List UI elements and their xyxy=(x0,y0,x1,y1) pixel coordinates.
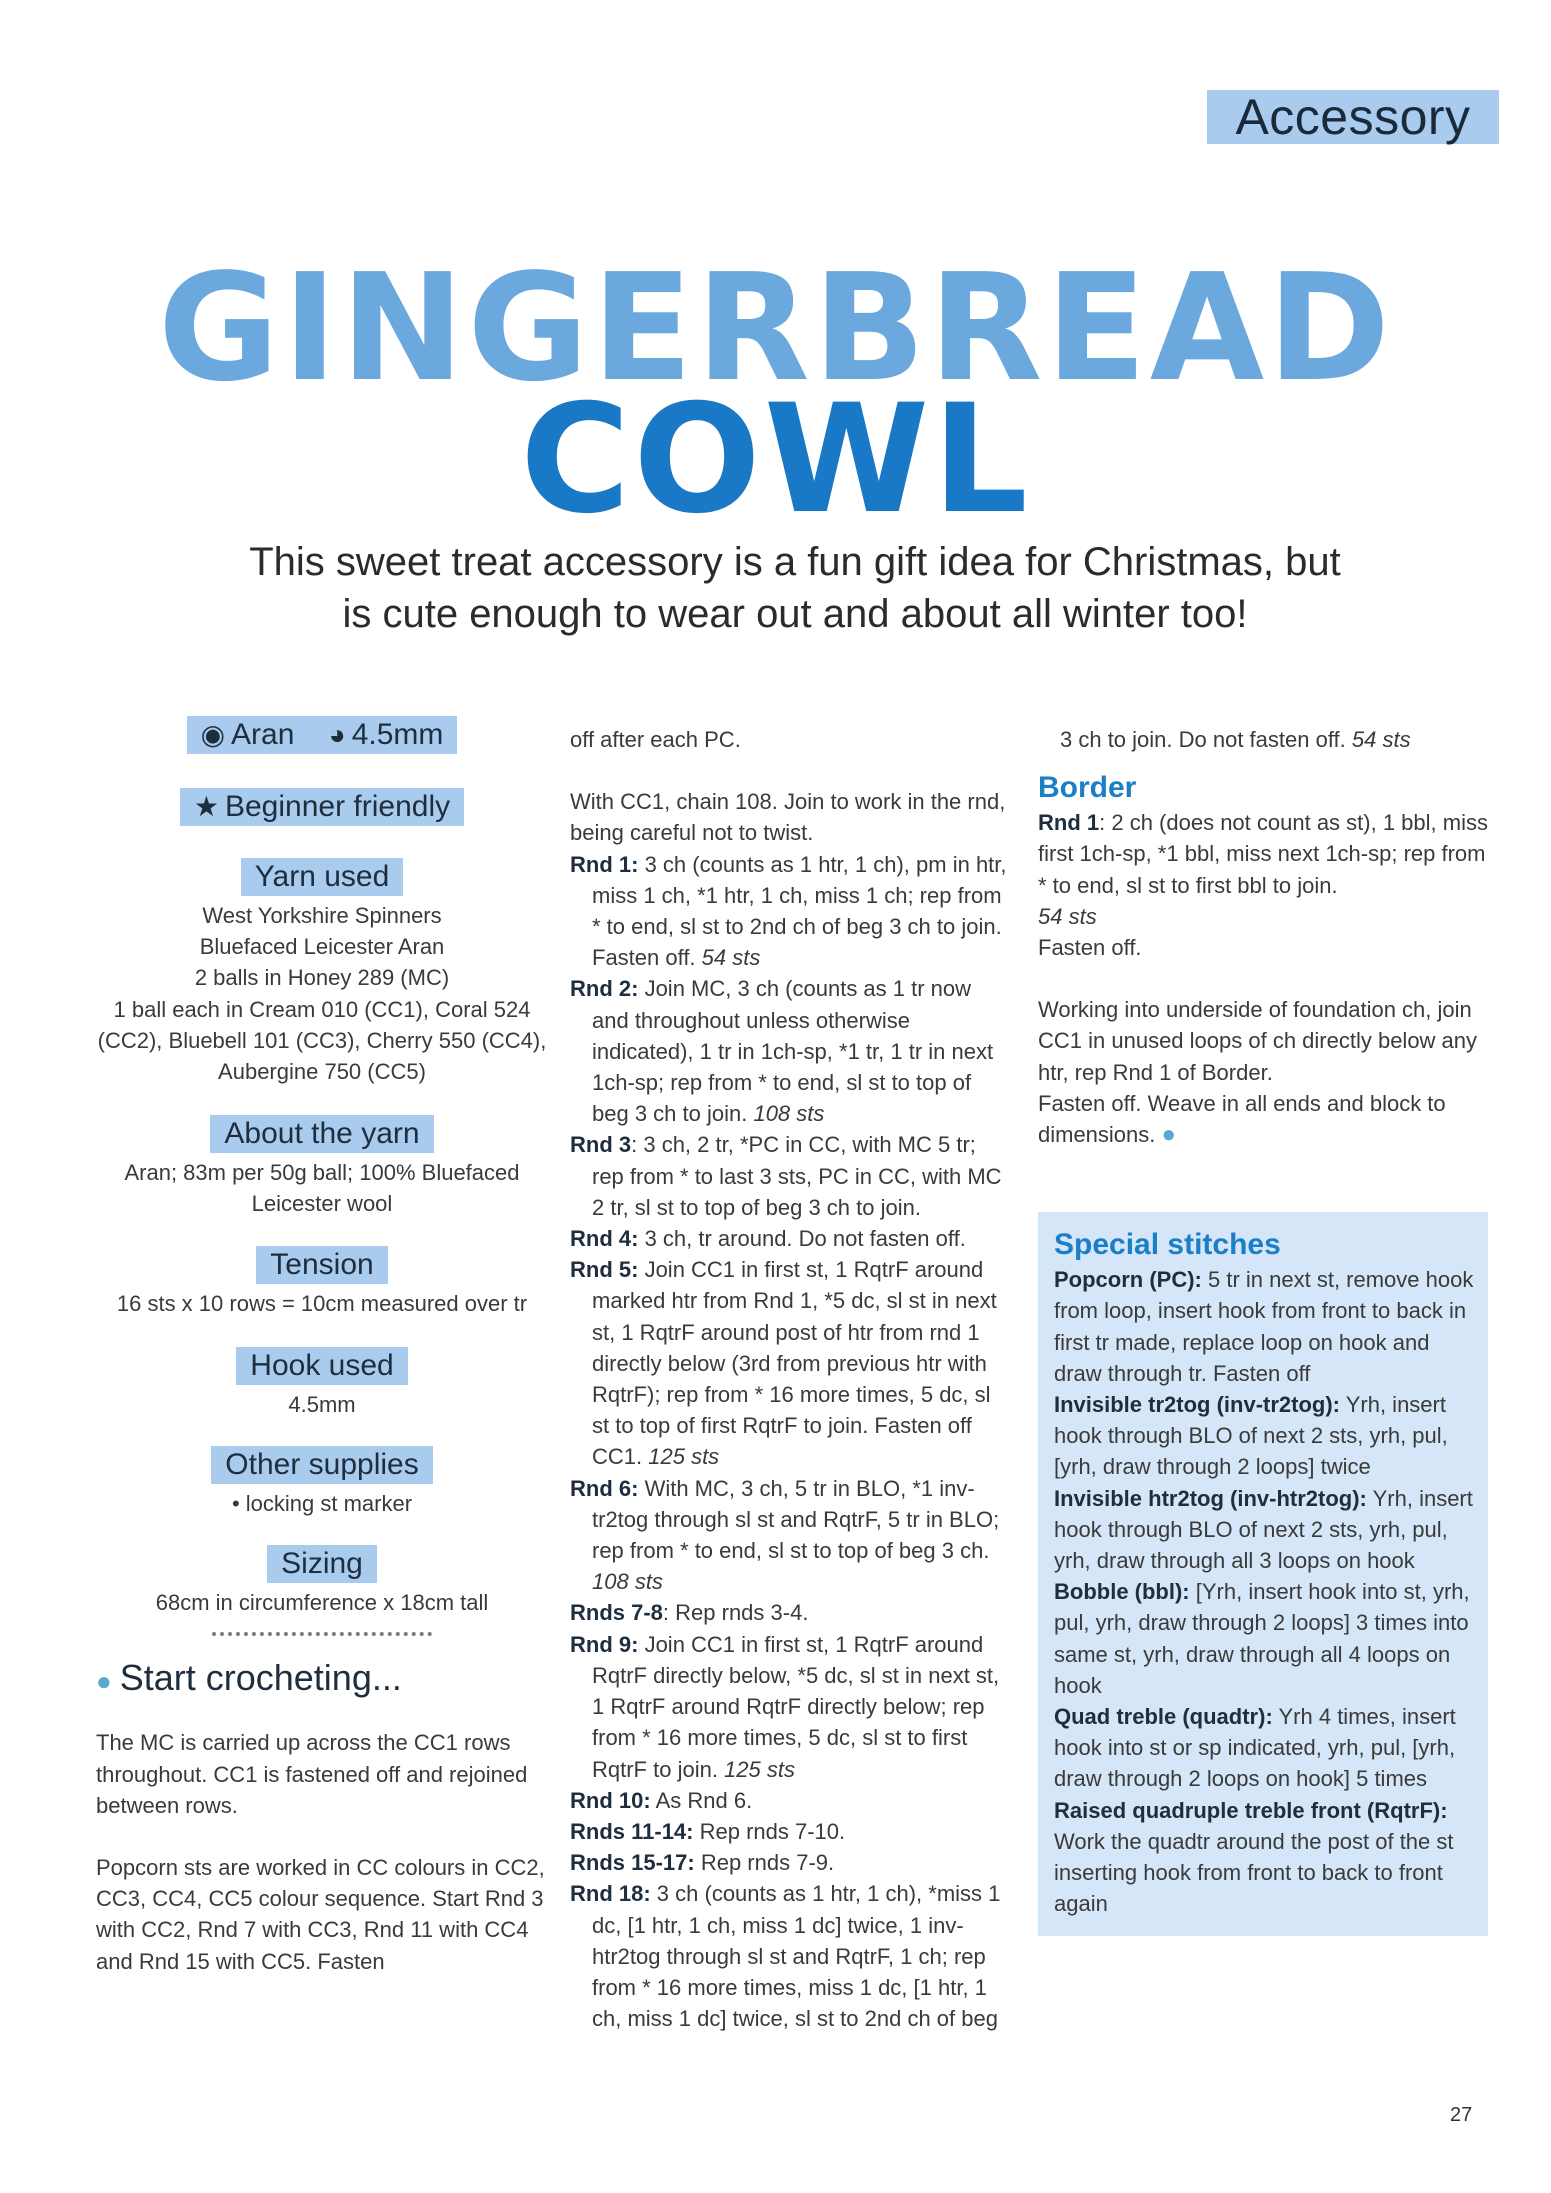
yarn-ball-icon: ◉ xyxy=(200,719,226,750)
section-label: Accessory xyxy=(1207,90,1499,144)
stitch-definition: Invisible htr2tog (inv-htr2tog): Yrh, insert hook through BLO of next 2 sts, yrh, pul, yrh, draw through all 3 loops on hook xyxy=(1054,1485,1473,1574)
tension-text: 16 sts x 10 rows = 10cm measured over tr xyxy=(116,1290,528,1316)
start-paragraph-1: The MC is carried up across the CC1 rows throughout. CC1 is fastened off and rejoined between rows. xyxy=(96,1730,528,1818)
start-paragraph-2: Popcorn sts are worked in CC colours in CC2, CC3, CC4, CC5 colour sequence. Start Rnd 3 with CC2, Rnd 7 with CC3, Rnd 11 with CC4 and Rnd 15 with CC5. Fasten xyxy=(96,1855,545,1974)
yarn-hook-chips xyxy=(96,716,548,754)
border-round: Rnd 1: 2 ch (does not count as st), 1 bbl, miss first 1ch-sp, *1 bbl, miss next 1ch-sp; rep from * to end, sl st to first bbl to join. xyxy=(1038,810,1488,898)
star-icon: ★ xyxy=(193,791,219,822)
other-supplies-heading: Other supplies xyxy=(211,1446,432,1484)
underside-paragraph: Working into underside of foundation ch, join CC1 in unused loops of ch directly below any htr, rep Rnd 1 of Border. xyxy=(1038,997,1478,1085)
difficulty-row xyxy=(96,788,548,826)
yarn-used-line: 2 balls in Honey 289 (MC) xyxy=(194,965,450,991)
special-stitches-heading: Special stitches xyxy=(1054,1228,1281,1262)
about-yarn-line: Leicester wool xyxy=(251,1191,393,1217)
round-instruction: Rnds 7-8: Rep rnds 3-4. xyxy=(570,1600,809,1626)
difficulty-label: Beginner friendly xyxy=(224,790,451,823)
yarn-ball-icon: ● xyxy=(96,1666,112,1697)
yarn-used-heading: Yarn used xyxy=(241,858,404,896)
subtitle-line-1: This sweet treat accessory is a fun gift idea for Christmas, but xyxy=(249,540,1341,584)
stitch-definition: Popcorn (PC): 5 tr in next st, remove hook from loop, insert hook from front to back in first tr made, replace loop on hook and draw through tr. Fasten off xyxy=(1054,1267,1474,1386)
round-instruction: Rnd 18: 3 ch (counts as 1 htr, 1 ch), *miss 1 dc, [1 htr, 1 ch, miss 1 dc] twice, 1 inv-htr2tog through sl st and RqtrF, 1 ch; rep from * 16 more times, miss 1 dc, [1 htr, 1 ch, miss 1 dc] twice, sl st to 2nd ch of beg xyxy=(570,1881,1001,2032)
subtitle-line-2: is cute enough to wear out and about all winter too! xyxy=(342,592,1248,636)
about-yarn-heading: About the yarn xyxy=(210,1115,433,1153)
subtitle xyxy=(180,536,1410,640)
foundation-intro: With CC1, chain 108. Join to work in the rnd, being careful not to twist. xyxy=(570,789,1006,846)
round-instruction: Rnd 3: 3 ch, 2 tr, *PC in CC, with MC 5 tr; rep from * to last 3 sts, PC in CC, with MC 2 tr, sl st to top of beg 3 ch to join. xyxy=(570,1132,1002,1220)
left-column xyxy=(96,716,548,1977)
yarn-weight: Aran xyxy=(231,718,295,751)
continued-text: off after each PC. xyxy=(570,727,741,752)
round-instruction: Rnd 4: 3 ch, tr around. Do not fasten off. xyxy=(570,1226,966,1252)
yarn-used-block xyxy=(96,858,548,1087)
middle-column xyxy=(570,724,1010,2034)
hook-used-heading: Hook used xyxy=(236,1347,407,1385)
border-count: 54 sts xyxy=(1038,903,1097,929)
continued-round-text: 3 ch to join. Do not fasten off. 54 sts xyxy=(1060,727,1411,752)
difficulty-chip xyxy=(180,788,464,826)
page-number: 27 xyxy=(1450,2104,1473,2126)
other-supplies-block xyxy=(96,1446,548,1519)
right-column xyxy=(1038,724,1488,1936)
yarn-used-line: Bluefaced Leicester Aran xyxy=(199,934,445,960)
yarn-ball-end-icon: ● xyxy=(1161,1121,1177,1149)
start-heading-text: Start crocheting... xyxy=(119,1657,402,1699)
round-instruction: Rnd 2: Join MC, 3 ch (counts as 1 tr now and throughout unless otherwise indicated), 1 tr in 1ch-sp, *1 tr, 1 tr in next 1ch-sp; rep from * to end, sl st to top of beg 3 ch to join. 108 sts xyxy=(570,976,994,1127)
sizing-heading: Sizing xyxy=(267,1545,377,1583)
yarn-hook-chip xyxy=(187,716,458,754)
finish-paragraph: Fasten off. Weave in all ends and block to dimensions. ● xyxy=(1038,1090,1446,1149)
hook-size: 4.5mm xyxy=(351,718,444,751)
sizing-text: 68cm in circumference x 18cm tall xyxy=(155,1590,489,1616)
other-supplies-text: • locking st marker xyxy=(231,1491,413,1517)
border-heading: Border xyxy=(1038,771,1137,805)
about-yarn-line: Aran; 83m per 50g ball; 100% Bluefaced xyxy=(124,1160,520,1186)
round-instruction: Rnds 15-17: Rep rnds 7-9. xyxy=(570,1850,835,1876)
yarn-used-line: (CC2), Bluebell 101 (CC3), Cherry 550 (CC4), xyxy=(97,1027,547,1053)
yarn-used-line: West Yorkshire Spinners xyxy=(202,903,442,928)
crochet-hook-icon: ◕ xyxy=(328,719,346,750)
stitch-definition: Raised quadruple treble front (RqtrF): Work the quadtr around the post of the st inserting hook from front to back to front again xyxy=(1054,1797,1454,1917)
title-line-2: COWL xyxy=(520,373,1031,547)
hook-used-block xyxy=(96,1347,548,1420)
hook-used-text: 4.5mm xyxy=(288,1391,356,1417)
tension-heading: Tension xyxy=(256,1246,387,1284)
round-instruction: Rnds 11-14: Rep rnds 7-10. xyxy=(570,1818,846,1844)
round-instruction: Rnd 5: Join CC1 in first st, 1 RqtrF around marked htr from Rnd 1, *5 dc, sl st in next st, 1 RqtrF around post of htr from rnd 1 directly below (3rd from previous htr with RqtrF); rep from * 16 more times, 5 dc, sl st to top of first RqtrF to join. Fasten off CC1. 125 sts xyxy=(570,1257,997,1470)
sizing-block xyxy=(96,1545,548,1618)
stitch-definition: Invisible tr2tog (inv-tr2tog): Yrh, insert hook through BLO of next 2 sts, yrh, pul, [yrh, draw through 2 loops] twice xyxy=(1054,1392,1448,1480)
yarn-used-line: 1 ball each in Cream 010 (CC1), Coral 524 xyxy=(113,996,531,1022)
stitch-definition: Bobble (bbl): [Yrh, insert hook into st, yrh, pul, yrh, draw through 2 loops] 3 times into same st, yrh, draw through all 4 loops on hook xyxy=(1054,1579,1470,1698)
about-yarn-block xyxy=(96,1115,548,1219)
yarn-used-line: Aubergine 750 (CC5) xyxy=(218,1059,426,1085)
border-fasten-off: Fasten off. xyxy=(1038,935,1142,961)
rounds-list xyxy=(570,849,1010,2035)
round-instruction: Rnd 1: 3 ch (counts as 1 htr, 1 ch), pm in htr, miss 1 ch, *1 htr, 1 ch, miss 1 ch; rep from * to end, sl st to 2nd ch of beg 3 ch to join. Fasten off. 54 sts xyxy=(570,851,1007,971)
start-crocheting-heading xyxy=(96,1656,548,1703)
round-instruction: Rnd 9: Join CC1 in first st, 1 RqtrF around RqtrF directly below, *5 dc, sl st in next st, 1 RqtrF around RqtrF directly below; rep from * 16 more times, 5 dc, sl st to first RqtrF to join. 125 sts xyxy=(570,1631,1000,1782)
special-stitches-box xyxy=(1038,1212,1488,1935)
round-instruction: Rnd 6: With MC, 3 ch, 5 tr in BLO, *1 inv-tr2tog through sl st and RqtrF, 5 tr in BLO; rep from * to end, sl st to top of beg 3 ch. 108 sts xyxy=(570,1475,1000,1595)
title-line-1: GINGERBREAD xyxy=(157,242,1394,414)
dotted-divider xyxy=(212,1632,432,1636)
tension-block xyxy=(96,1246,548,1319)
stitch-definition: Quad treble (quadtr): Yrh 4 times, insert hook into st or sp indicated, yrh, pul, [yrh, draw through 2 loops on hook] 5 times xyxy=(1054,1704,1456,1792)
round-instruction: Rnd 10: As Rnd 6. xyxy=(570,1787,753,1813)
